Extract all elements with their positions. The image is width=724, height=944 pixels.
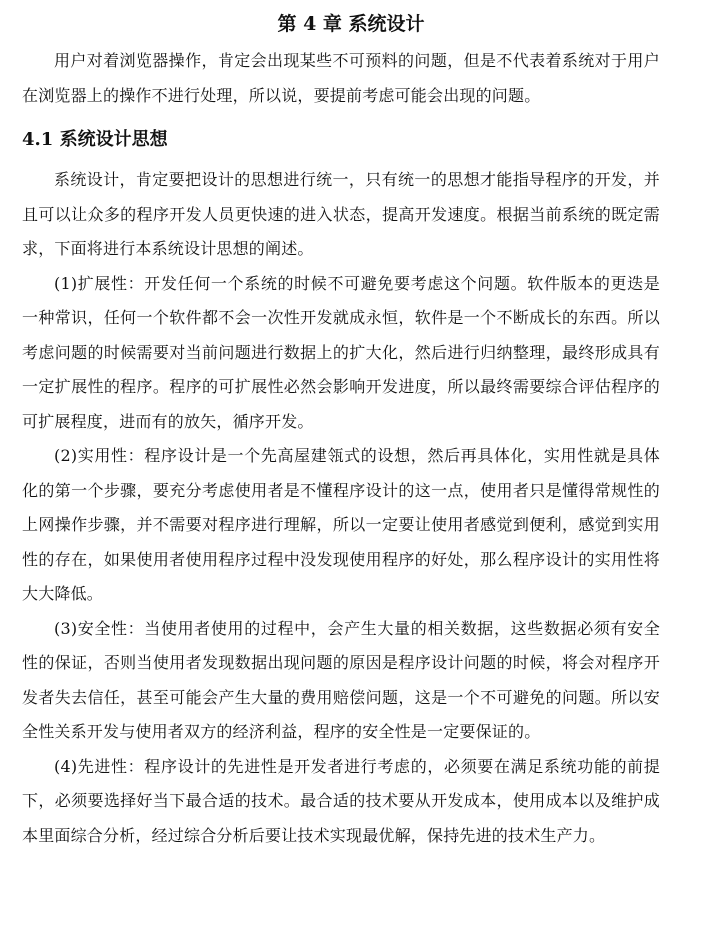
section-paragraph-overview: 系统设计，肯定要把设计的思想进行统一，只有统一的思想才能指导程序的开发，并且可以让众多的程序开发人员更快速的进入状态，提高开发速度。根据当前系统的既定需求，下面将进行本系统设计思想的阐述。 bbox=[22, 170, 660, 258]
section-paragraph-practicality: (2)实用性：程序设计是一个先高屋建瓴式的设想，然后再具体化，实用性就是具体化的第一个步骤，要充分考虑使用者是不懂程序设计的这一点，使用者只是懂得常规性的上网操作步骤，并不需要对程序进行理解，所以一定要让使用者感觉到便利，感觉到实用性的存在，如果使用者使用程序过程中没发现使用程序的好处，那么程序设计的实用性将大大降低。 bbox=[22, 446, 660, 603]
section-paragraph-advancement: (4)先进性：程序设计的先进性是开发者进行考虑的，必须要在满足系统功能的前提下，必须要选择好当下最合适的技术。最合适的技术要从开发成本，使用成本以及维护成本里面综合分析，经过综合分析后要让技术实现最优解，保持先进的技术生产力。 bbox=[22, 756, 660, 845]
intro-paragraph: 用户对着浏览器操作，肯定会出现某些不可预料的问题，但是不代表着系统对于用户在浏览器上的操作不进行处理，所以说，要提前考虑可能会出现的问题。 bbox=[22, 51, 660, 105]
section-paragraph-extensibility: (1)扩展性：开发任何一个系统的时候不可避免要考虑这个问题。软件版本的更迭是一种常识，任何一个软件都不会一次性开发就成永恒，软件是一个不断成长的东西。所以考虑问题的时候需要对当前问题进行数据上的扩大化，然后进行归纳整理，最终形成具有一定扩展性的程序。程序的可扩展性必然会影响开发进度，所以最终需要综合评估程序的可扩展程度，进而有的放矢，循序开发。 bbox=[22, 273, 660, 431]
section-paragraph-security: (3)安全性：当使用者使用的过程中，会产生大量的相关数据，这些数据必须有安全性的保证，否则当使用者发现数据出现问题的原因是程序设计问题的时候，将会对程序开发者失去信任，甚至可能会产生大量的费用赔偿问题，这是一个不可避免的问题。所以安全性关系开发与使用者双方的经济利益，程序的安全性是一定要保证的。 bbox=[22, 618, 660, 741]
chapter-title: 第 4 章 系统设计 bbox=[277, 13, 425, 35]
section-title: 4.1 系统设计思想 bbox=[22, 129, 168, 150]
